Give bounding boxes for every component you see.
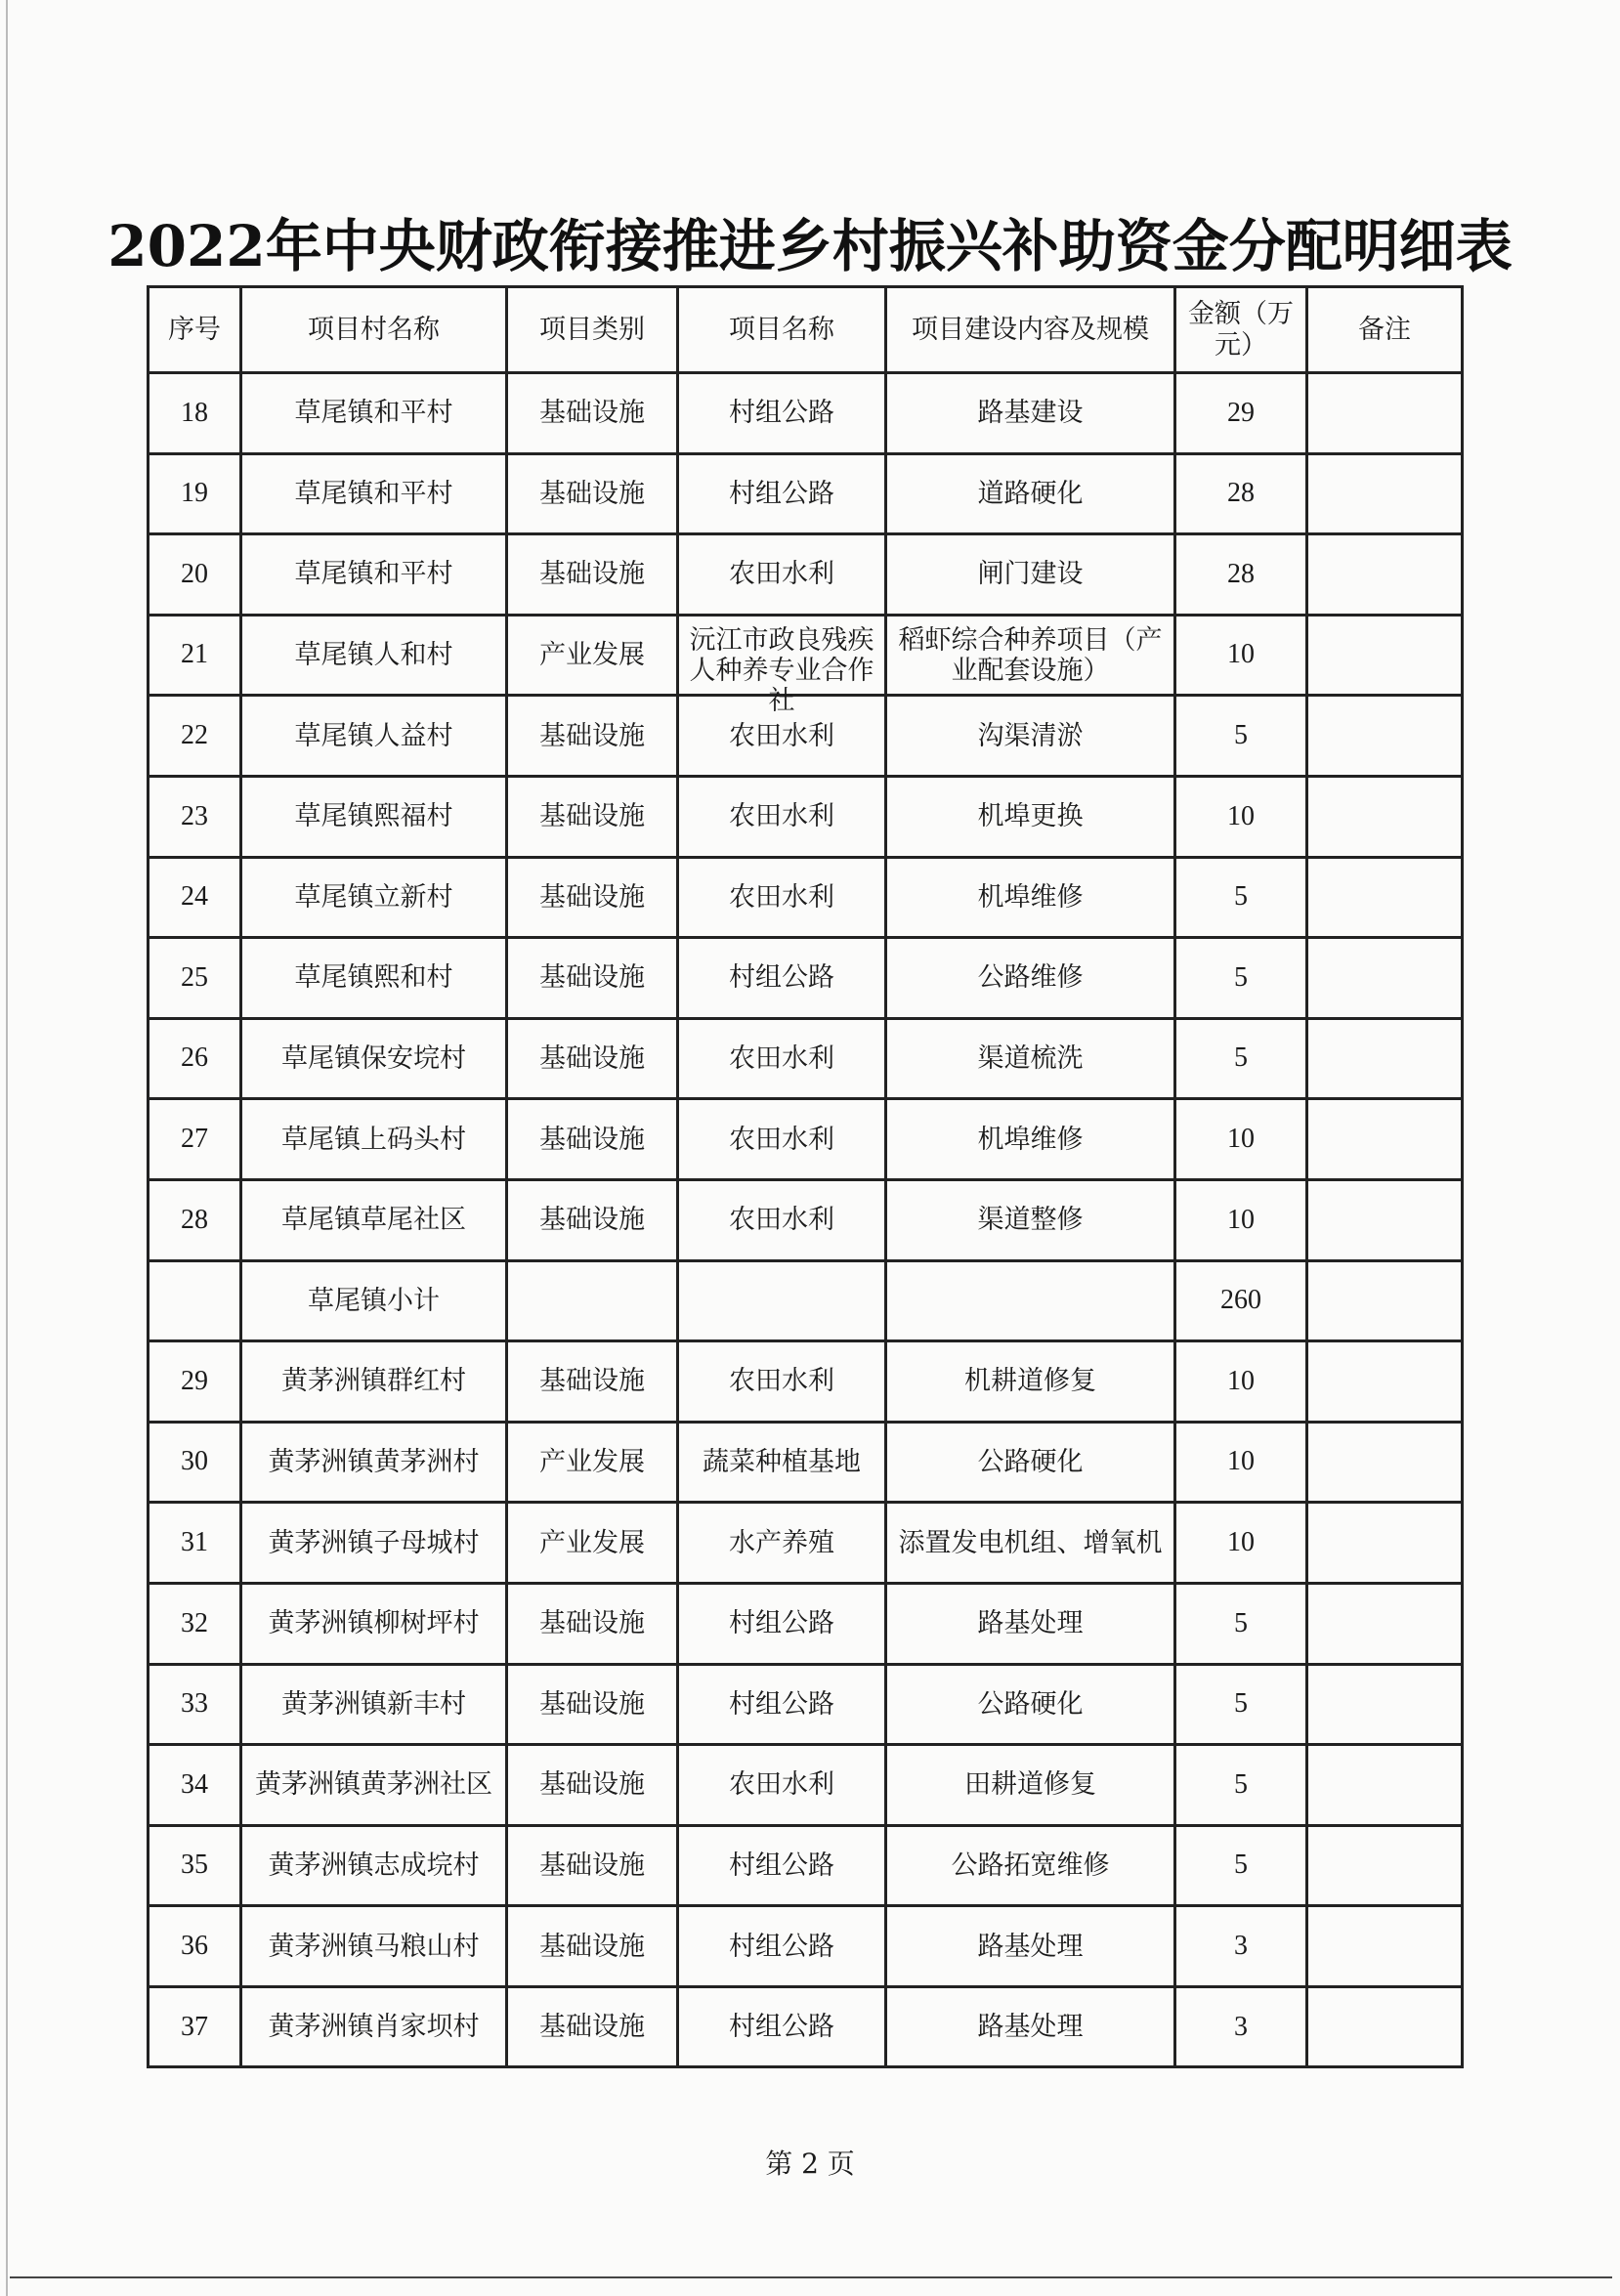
cell-village: 黄茅洲镇志成垸村	[241, 1825, 507, 1906]
cell-note	[1307, 776, 1463, 857]
header-project: 项目名称	[678, 287, 886, 373]
cell-project	[678, 1260, 886, 1341]
cell-content	[886, 1260, 1175, 1341]
cell-content: 公路硬化	[886, 1664, 1175, 1745]
table-row	[149, 938, 1463, 1019]
cell-amount: 5	[1175, 1664, 1307, 1745]
cell-content: 渠道整修	[886, 1179, 1175, 1260]
cell-village: 草尾镇熙福村	[241, 776, 507, 857]
cell-village: 草尾镇上码头村	[241, 1099, 507, 1180]
cell-project: 村组公路	[678, 1583, 886, 1664]
cell-seq: 29	[149, 1341, 241, 1423]
cell-category: 产业发展	[507, 615, 678, 696]
scan-edge-line	[6, 0, 8, 2296]
cell-content: 路基处理	[886, 1906, 1175, 1987]
cell-category: 产业发展	[507, 1422, 678, 1503]
cell-category	[507, 1260, 678, 1341]
cell-amount: 5	[1175, 857, 1307, 938]
cell-content: 路基处理	[886, 1583, 1175, 1664]
cell-category: 基础设施	[507, 1341, 678, 1423]
cell-project: 农田水利	[678, 696, 886, 777]
header-seq: 序号	[149, 287, 241, 373]
cell-seq: 31	[149, 1503, 241, 1584]
cell-village: 黄茅洲镇新丰村	[241, 1664, 507, 1745]
table-row	[149, 615, 1463, 696]
cell-project: 农田水利	[678, 776, 886, 857]
cell-content: 路基处理	[886, 1986, 1175, 2067]
cell-project: 农田水利	[678, 1018, 886, 1099]
cell-village: 黄茅洲镇肖家坝村	[241, 1986, 507, 2067]
cell-amount: 5	[1175, 1745, 1307, 1826]
table-row	[149, 1745, 1463, 1826]
table-row	[149, 373, 1463, 454]
cell-amount: 5	[1175, 938, 1307, 1019]
cell-seq: 19	[149, 453, 241, 534]
table-header-row	[149, 287, 1463, 373]
allocation-table	[147, 285, 1464, 2068]
cell-amount: 260	[1175, 1260, 1307, 1341]
cell-amount: 5	[1175, 696, 1307, 777]
cell-note	[1307, 1341, 1463, 1423]
page-title: 2022年中央财政衔接推进乡村振兴补助资金分配明细表	[107, 213, 1513, 279]
cell-category: 基础设施	[507, 534, 678, 616]
cell-project: 农田水利	[678, 1179, 886, 1260]
cell-seq: 21	[149, 615, 241, 696]
cell-content: 公路硬化	[886, 1422, 1175, 1503]
cell-village: 黄茅洲镇子母城村	[241, 1503, 507, 1584]
cell-category: 基础设施	[507, 1745, 678, 1826]
cell-village: 草尾镇和平村	[241, 453, 507, 534]
cell-note	[1307, 1503, 1463, 1584]
cell-content: 稻虾综合种养项目（产业配套设施）	[886, 615, 1175, 696]
cell-project: 农田水利	[678, 534, 886, 616]
cell-village: 草尾镇保安垸村	[241, 1018, 507, 1099]
cell-project: 农田水利	[678, 1341, 886, 1423]
table-row	[149, 1422, 1463, 1503]
cell-content: 闸门建设	[886, 534, 1175, 616]
cell-content: 机埠更换	[886, 776, 1175, 857]
cell-project	[678, 615, 886, 716]
cell-category: 基础设施	[507, 1099, 678, 1180]
cell-note	[1307, 857, 1463, 938]
table-row	[149, 1664, 1463, 1745]
cell-seq: 24	[149, 857, 241, 938]
cell-seq: 32	[149, 1583, 241, 1664]
cell-seq: 26	[149, 1018, 241, 1099]
cell-note	[1307, 1906, 1463, 1987]
table-row	[149, 1583, 1463, 1664]
cell-project: 村组公路	[678, 938, 886, 1019]
cell-project: 蔬菜种植基地	[678, 1422, 886, 1503]
table-row	[149, 776, 1463, 857]
cell-content: 机耕道修复	[886, 1341, 1175, 1423]
cell-note	[1307, 615, 1463, 696]
cell-amount: 3	[1175, 1906, 1307, 1987]
cell-category: 基础设施	[507, 857, 678, 938]
cell-village: 草尾镇人和村	[241, 615, 507, 696]
cell-category: 基础设施	[507, 453, 678, 534]
table-row	[149, 1099, 1463, 1180]
cell-seq: 22	[149, 696, 241, 777]
cell-village: 黄茅洲镇黄茅洲社区	[241, 1745, 507, 1826]
cell-note	[1307, 938, 1463, 1019]
cell-category: 基础设施	[507, 1018, 678, 1099]
cell-note	[1307, 1745, 1463, 1826]
cell-note	[1307, 1986, 1463, 2067]
cell-amount: 29	[1175, 373, 1307, 454]
cell-project: 农田水利	[678, 857, 886, 938]
cell-category: 基础设施	[507, 373, 678, 454]
cell-village: 草尾镇立新村	[241, 857, 507, 938]
cell-village: 黄茅洲镇柳树坪村	[241, 1583, 507, 1664]
table-row	[149, 534, 1463, 616]
cell-note	[1307, 1260, 1463, 1341]
table-row	[149, 1018, 1463, 1099]
cell-content: 沟渠清淤	[886, 696, 1175, 777]
cell-amount: 10	[1175, 1503, 1307, 1584]
cell-seq: 36	[149, 1906, 241, 1987]
cell-category: 基础设施	[507, 938, 678, 1019]
cell-category: 产业发展	[507, 1503, 678, 1584]
cell-amount: 28	[1175, 453, 1307, 534]
cell-note	[1307, 1583, 1463, 1664]
cell-amount: 10	[1175, 1341, 1307, 1423]
cell-content: 机埠维修	[886, 857, 1175, 938]
header-content: 项目建设内容及规模	[886, 287, 1175, 373]
table-row	[149, 857, 1463, 938]
page-number: 第 2 页	[765, 2147, 855, 2180]
header-amount: 金额（万元）	[1175, 287, 1307, 373]
cell-village: 草尾镇熙和村	[241, 938, 507, 1019]
header-village: 项目村名称	[241, 287, 507, 373]
cell-category: 基础设施	[507, 696, 678, 777]
cell-category: 基础设施	[507, 1179, 678, 1260]
cell-seq: 37	[149, 1986, 241, 2067]
table-row	[149, 1260, 1463, 1341]
cell-note	[1307, 373, 1463, 454]
cell-project: 水产养殖	[678, 1503, 886, 1584]
cell-seq: 35	[149, 1825, 241, 1906]
cell-seq: 34	[149, 1745, 241, 1826]
cell-village: 黄茅洲镇群红村	[241, 1341, 507, 1423]
cell-amount: 10	[1175, 1099, 1307, 1180]
cell-seq	[149, 1260, 241, 1341]
cell-note	[1307, 1179, 1463, 1260]
cell-project: 农田水利	[678, 1745, 886, 1826]
cell-project: 村组公路	[678, 1825, 886, 1906]
cell-amount: 28	[1175, 534, 1307, 616]
header-note: 备注	[1307, 287, 1463, 373]
cell-amount: 10	[1175, 776, 1307, 857]
cell-seq: 28	[149, 1179, 241, 1260]
cell-amount: 10	[1175, 1422, 1307, 1503]
cell-note	[1307, 696, 1463, 777]
cell-note	[1307, 1018, 1463, 1099]
cell-project: 农田水利	[678, 1099, 886, 1180]
cell-content: 渠道梳洗	[886, 1018, 1175, 1099]
cell-content: 机埠维修	[886, 1099, 1175, 1180]
table-row	[149, 453, 1463, 534]
cell-content: 公路拓宽维修	[886, 1825, 1175, 1906]
cell-category: 基础设施	[507, 1825, 678, 1906]
cell-seq: 25	[149, 938, 241, 1019]
cell-village: 黄茅洲镇黄茅洲村	[241, 1422, 507, 1503]
table-row	[149, 1825, 1463, 1906]
table-row	[149, 1503, 1463, 1584]
cell-project: 村组公路	[678, 373, 886, 454]
cell-note	[1307, 1825, 1463, 1906]
cell-amount: 5	[1175, 1018, 1307, 1099]
cell-seq: 20	[149, 534, 241, 616]
cell-village: 黄茅洲镇马粮山村	[241, 1906, 507, 1987]
cell-content: 路基建设	[886, 373, 1175, 454]
cell-amount: 10	[1175, 1179, 1307, 1260]
header-category: 项目类别	[507, 287, 678, 373]
scan-bottom-line	[10, 2276, 1612, 2278]
cell-project-text: 沅江市政良残疾人种养专业合作社	[689, 624, 874, 716]
cell-content: 公路维修	[886, 938, 1175, 1019]
cell-seq: 27	[149, 1099, 241, 1180]
cell-village: 草尾镇草尾社区	[241, 1179, 507, 1260]
cell-village: 草尾镇和平村	[241, 373, 507, 454]
cell-seq: 18	[149, 373, 241, 454]
cell-content: 田耕道修复	[886, 1745, 1175, 1826]
cell-amount: 5	[1175, 1583, 1307, 1664]
cell-project: 村组公路	[678, 1664, 886, 1745]
cell-category: 基础设施	[507, 1664, 678, 1745]
cell-category: 基础设施	[507, 776, 678, 857]
cell-category: 基础设施	[507, 1583, 678, 1664]
cell-note	[1307, 1099, 1463, 1180]
cell-seq: 23	[149, 776, 241, 857]
cell-category: 基础设施	[507, 1986, 678, 2067]
cell-seq: 33	[149, 1664, 241, 1745]
cell-amount: 5	[1175, 1825, 1307, 1906]
cell-category: 基础设施	[507, 1906, 678, 1987]
cell-project: 村组公路	[678, 1906, 886, 1987]
cell-village: 草尾镇和平村	[241, 534, 507, 616]
cell-village: 草尾镇人益村	[241, 696, 507, 777]
cell-project: 村组公路	[678, 453, 886, 534]
cell-amount: 10	[1175, 615, 1307, 696]
table-row	[149, 696, 1463, 777]
table-row	[149, 1179, 1463, 1260]
table-row	[149, 1341, 1463, 1423]
table-row	[149, 1986, 1463, 2067]
cell-note	[1307, 534, 1463, 616]
cell-amount: 3	[1175, 1986, 1307, 2067]
table-row	[149, 1906, 1463, 1987]
cell-note	[1307, 1422, 1463, 1503]
cell-note	[1307, 1664, 1463, 1745]
cell-project: 村组公路	[678, 1986, 886, 2067]
cell-content: 道路硬化	[886, 453, 1175, 534]
cell-seq: 30	[149, 1422, 241, 1503]
cell-content: 添置发电机组、增氧机	[886, 1503, 1175, 1584]
cell-village: 草尾镇小计	[241, 1260, 507, 1341]
cell-note	[1307, 453, 1463, 534]
